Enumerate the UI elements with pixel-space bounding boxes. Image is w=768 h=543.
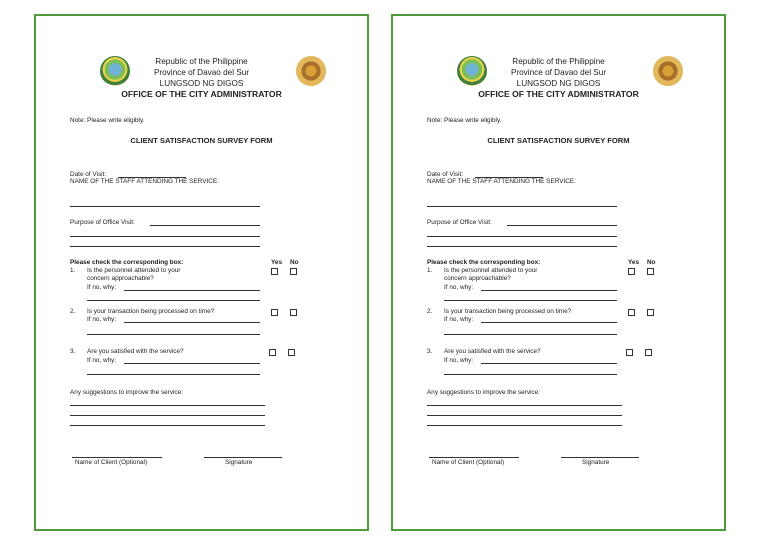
q2-ifno-label: If no, why: (87, 316, 117, 323)
q2-no-checkbox[interactable] (647, 309, 654, 316)
q1-number: 1. (427, 267, 433, 274)
header-province: Province of Davao del Sur (510, 68, 607, 77)
header-republic: Republic of the Philippine (512, 57, 605, 66)
check-instruction: Please check the corresponding box: (70, 259, 184, 266)
staff-label: NAME OF THE STAFF ATTENDING THE SERVICE: (70, 178, 219, 185)
suggestions-field-line-3[interactable] (427, 425, 622, 426)
staff-field[interactable] (70, 206, 260, 207)
q3-ifno-label: If no, why: (87, 357, 117, 364)
q2-yes-checkbox[interactable] (271, 309, 278, 316)
client-name-label: Name of Client (Optional) (75, 459, 148, 466)
q2-number: 2. (70, 308, 76, 315)
survey-form-right (391, 14, 726, 531)
purpose-field-line-2[interactable] (70, 236, 260, 237)
staff-field[interactable] (427, 206, 617, 207)
q1-number: 1. (70, 267, 76, 274)
suggestions-field-line-2[interactable] (70, 415, 265, 416)
header-province: Province of Davao del Sur (153, 68, 250, 77)
q2-number: 2. (427, 308, 433, 315)
q3-reason-field-line-2[interactable] (444, 374, 617, 375)
q1-yes-checkbox[interactable] (271, 268, 278, 275)
signature-label: Signature (225, 459, 253, 466)
purpose-field[interactable] (150, 225, 260, 226)
q3-yes-checkbox[interactable] (626, 349, 633, 356)
q3-ifno-label: If no, why: (444, 357, 474, 364)
note-text: Note: Please write eligibly. (70, 117, 145, 124)
purpose-field-line-3[interactable] (70, 246, 260, 247)
q1-yes-checkbox[interactable] (628, 268, 635, 275)
q1-reason-field[interactable] (481, 290, 617, 291)
q3-number: 3. (70, 348, 76, 355)
signature-label: Signature (582, 459, 610, 466)
q3-yes-checkbox[interactable] (269, 349, 276, 356)
form-title: CLIENT SATISFACTION SURVEY FORM (130, 136, 273, 145)
q3-text: Are you satisfied with the service? (87, 348, 184, 355)
header-office: OFFICE OF THE CITY ADMINISTRATOR (478, 89, 639, 99)
client-name-label: Name of Client (Optional) (432, 459, 505, 466)
q1-text-line-2: concern approachable? (444, 275, 511, 282)
q1-reason-field[interactable] (124, 290, 260, 291)
client-name-field[interactable] (72, 457, 162, 458)
q2-ifno-label: If no, why: (444, 316, 474, 323)
q3-reason-field-line-2[interactable] (87, 374, 260, 375)
staff-label: NAME OF THE STAFF ATTENDING THE SERVICE: (427, 178, 576, 185)
suggestions-field[interactable] (427, 405, 622, 406)
q1-no-checkbox[interactable] (290, 268, 297, 275)
q1-ifno-label: If no, why: (444, 284, 474, 291)
q2-reason-field-line-2[interactable] (87, 334, 260, 335)
q3-no-checkbox[interactable] (645, 349, 652, 356)
header-city: LUNGSOD NG DIGOS (516, 79, 601, 88)
q2-text: Is your transaction being processed on time? (87, 308, 215, 315)
suggestions-field-line-3[interactable] (70, 425, 265, 426)
no-column-label: No (647, 259, 656, 266)
date-label: Date of Visit: (70, 171, 107, 178)
yes-column-label: Yes (271, 259, 283, 266)
no-column-label: No (290, 259, 299, 266)
q1-text: Is the personnel attended to your (444, 267, 538, 274)
date-label: Date of Visit: (427, 171, 464, 178)
q2-no-checkbox[interactable] (290, 309, 297, 316)
q3-text: Are you satisfied with the service? (444, 348, 541, 355)
suggestions-field[interactable] (70, 405, 265, 406)
purpose-field-line-2[interactable] (427, 236, 617, 237)
header-city: LUNGSOD NG DIGOS (159, 79, 244, 88)
purpose-label: Purpose of Office Visit: (427, 219, 492, 226)
q1-text-line-2: concern approachable? (87, 275, 154, 282)
signature-field[interactable] (561, 457, 639, 458)
note-text: Note: Please write eligibly. (427, 117, 502, 124)
q3-reason-field[interactable] (124, 363, 260, 364)
q3-number: 3. (427, 348, 433, 355)
q1-text: Is the personnel attended to your (87, 267, 181, 274)
q1-ifno-label: If no, why: (87, 284, 117, 291)
survey-form-left (34, 14, 369, 531)
suggestions-label: Any suggestions to improve the service: (70, 389, 183, 396)
q2-reason-field[interactable] (124, 322, 260, 323)
purpose-field[interactable] (507, 225, 617, 226)
q2-yes-checkbox[interactable] (628, 309, 635, 316)
q1-no-checkbox[interactable] (647, 268, 654, 275)
header-office: OFFICE OF THE CITY ADMINISTRATOR (121, 89, 282, 99)
q1-reason-field-line-2[interactable] (444, 300, 617, 301)
q2-reason-field[interactable] (481, 322, 617, 323)
suggestions-field-line-2[interactable] (427, 415, 622, 416)
header-republic: Republic of the Philippine (155, 57, 248, 66)
form-title: CLIENT SATISFACTION SURVEY FORM (487, 136, 630, 145)
q3-reason-field[interactable] (481, 363, 617, 364)
q1-reason-field-line-2[interactable] (87, 300, 260, 301)
q2-reason-field-line-2[interactable] (444, 334, 617, 335)
purpose-label: Purpose of Office Visit: (70, 219, 135, 226)
q3-no-checkbox[interactable] (288, 349, 295, 356)
suggestions-label: Any suggestions to improve the service: (427, 389, 540, 396)
check-instruction: Please check the corresponding box: (427, 259, 541, 266)
signature-field[interactable] (204, 457, 282, 458)
yes-column-label: Yes (628, 259, 640, 266)
q2-text: Is your transaction being processed on time? (444, 308, 572, 315)
client-name-field[interactable] (429, 457, 519, 458)
purpose-field-line-3[interactable] (427, 246, 617, 247)
